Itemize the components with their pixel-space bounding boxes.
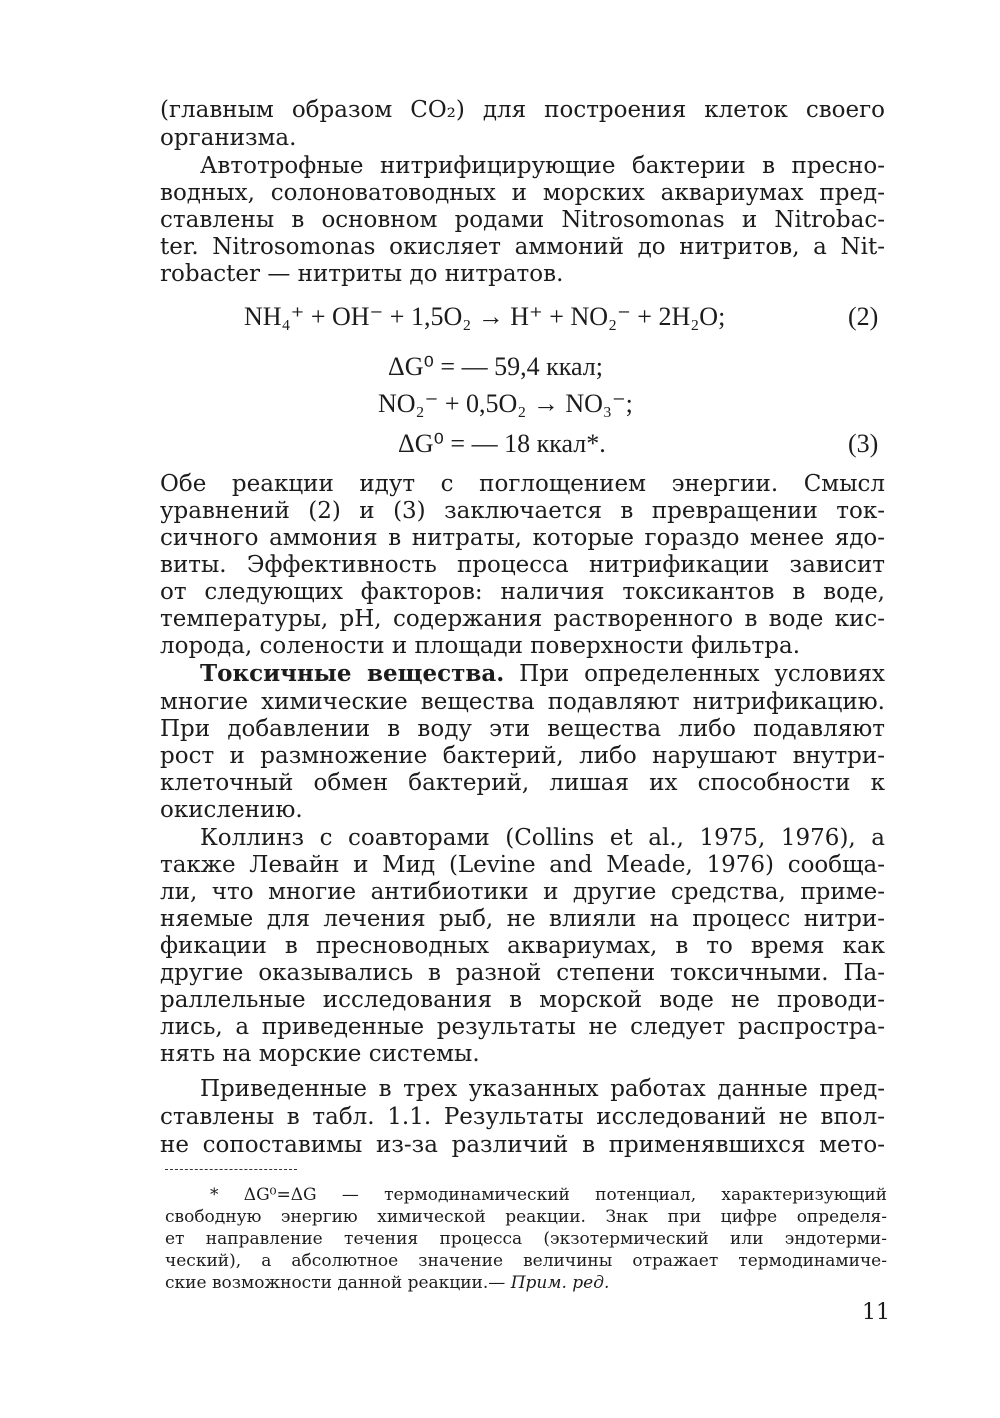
- footnote-line: * ΔG⁰=ΔG — термодинамический потенциал, характеризующий: [210, 1185, 887, 1205]
- delta-g-2: ΔG⁰ = — 59,4 ккал;: [388, 352, 603, 381]
- body-line: При добавлении в воду эти вещества либо подавляют: [160, 716, 885, 742]
- body-line: ter. Nitrosomonas окисляет аммоний до нитритов, а Nit-: [160, 234, 885, 260]
- delta-g-3: ΔG⁰ = — 18 ккал*.: [398, 429, 606, 458]
- body-line: ли, что многие антибиотики и другие средства, приме-: [160, 879, 885, 905]
- body-line: также Левайн и Мид (Levine and Meade, 1976) сообща-: [160, 852, 885, 878]
- body-line: Обе реакции идут с поглощением энергии. Смысл: [160, 471, 885, 497]
- body-line: Коллинз с соавторами (Collins et al., 1975, 1976), а: [200, 825, 885, 851]
- footnote-line: ет направление течения процесса (экзотермический или эндотерми-: [165, 1229, 887, 1249]
- body-line: организма.: [160, 125, 297, 151]
- footnote-separator: [165, 1169, 297, 1170]
- body-line: не сопоставимы из-за различий в применявшихся мето-: [160, 1132, 885, 1158]
- section-first-line: [200, 660, 885, 688]
- page-number: 11: [862, 1300, 890, 1325]
- body-line: многие химические вещества подавляют нитрификацию.: [160, 689, 885, 715]
- body-line: раллельные исследования в морской воде не проводи-: [160, 987, 885, 1013]
- body-line: рост и размножение бактерий, либо нарушают внутри-: [160, 743, 885, 769]
- body-line: от следующих факторов: наличия токсикантов в воде,: [160, 579, 885, 605]
- body-line: другие оказывались в разной степени токсичными. Па-: [160, 960, 885, 986]
- body-line: (главным образом CO₂) для построения клеток своего: [160, 97, 885, 123]
- body-line: ставлены в основном родами Nitrosomonas и Nitrobac-: [160, 207, 885, 233]
- section-heading: Токсичные вещества.: [200, 660, 505, 687]
- equation-3: NO₂⁻ + 0,5O₂ → NO₃⁻;: [378, 389, 633, 418]
- body-line: robacter — нитриты до нитратов.: [160, 261, 564, 287]
- body-line: окислению.: [160, 797, 303, 823]
- body-line: фикации в пресноводных аквариумах, в то время как: [160, 933, 885, 959]
- body-line: клеточный обмен бактерий, лишая их способности к: [160, 770, 885, 796]
- body-line: температуры, pH, содержания растворенного в воде кис-: [160, 606, 885, 632]
- footnote-line: свободную энергию химической реакции. Знак при цифре определя-: [165, 1207, 887, 1227]
- footnote-text: ские возможности данной реакции.—: [165, 1273, 506, 1293]
- body-line: нять на морские системы.: [160, 1041, 480, 1067]
- body-line: лорода, солености и площади поверхности фильтра.: [160, 633, 801, 659]
- equation-3-number: (3): [848, 429, 879, 458]
- footnote-last-line: [165, 1272, 887, 1294]
- body-line: уравнений (2) и (3) заключается в превращении ток-: [160, 498, 885, 524]
- body-line: ставлены в табл. 1.1. Результаты исследований не впол-: [160, 1104, 885, 1130]
- body-text: При определенных условиях: [519, 661, 886, 687]
- equation-2: NH₄⁺ + OH⁻ + 1,5O₂ → H⁺ + NO₂⁻ + 2H₂O;: [244, 302, 726, 331]
- body-line: Приведенные в трех указанных работах данные пред-: [200, 1076, 885, 1102]
- body-line: виты. Эффективность процесса нитрификации зависит: [160, 552, 885, 578]
- equation-2-number: (2): [848, 302, 879, 331]
- body-line: сичного аммония в нитраты, которые гораздо менее ядо-: [160, 525, 885, 551]
- body-line: Автотрофные нитрифицирующие бактерии в пресно-: [200, 153, 885, 179]
- footnote-line: ческий), а абсолютное значение величины отражает термодинамиче-: [165, 1251, 887, 1271]
- body-line: няемые для лечения рыб, не влияли на процесс нитри-: [160, 906, 885, 932]
- body-line: водных, солоноватоводных и морских аквариумах пред-: [160, 180, 885, 206]
- editor-note: Прим. ред.: [510, 1273, 610, 1293]
- body-line: лись, а приведенные результаты не следует распростра-: [160, 1014, 885, 1040]
